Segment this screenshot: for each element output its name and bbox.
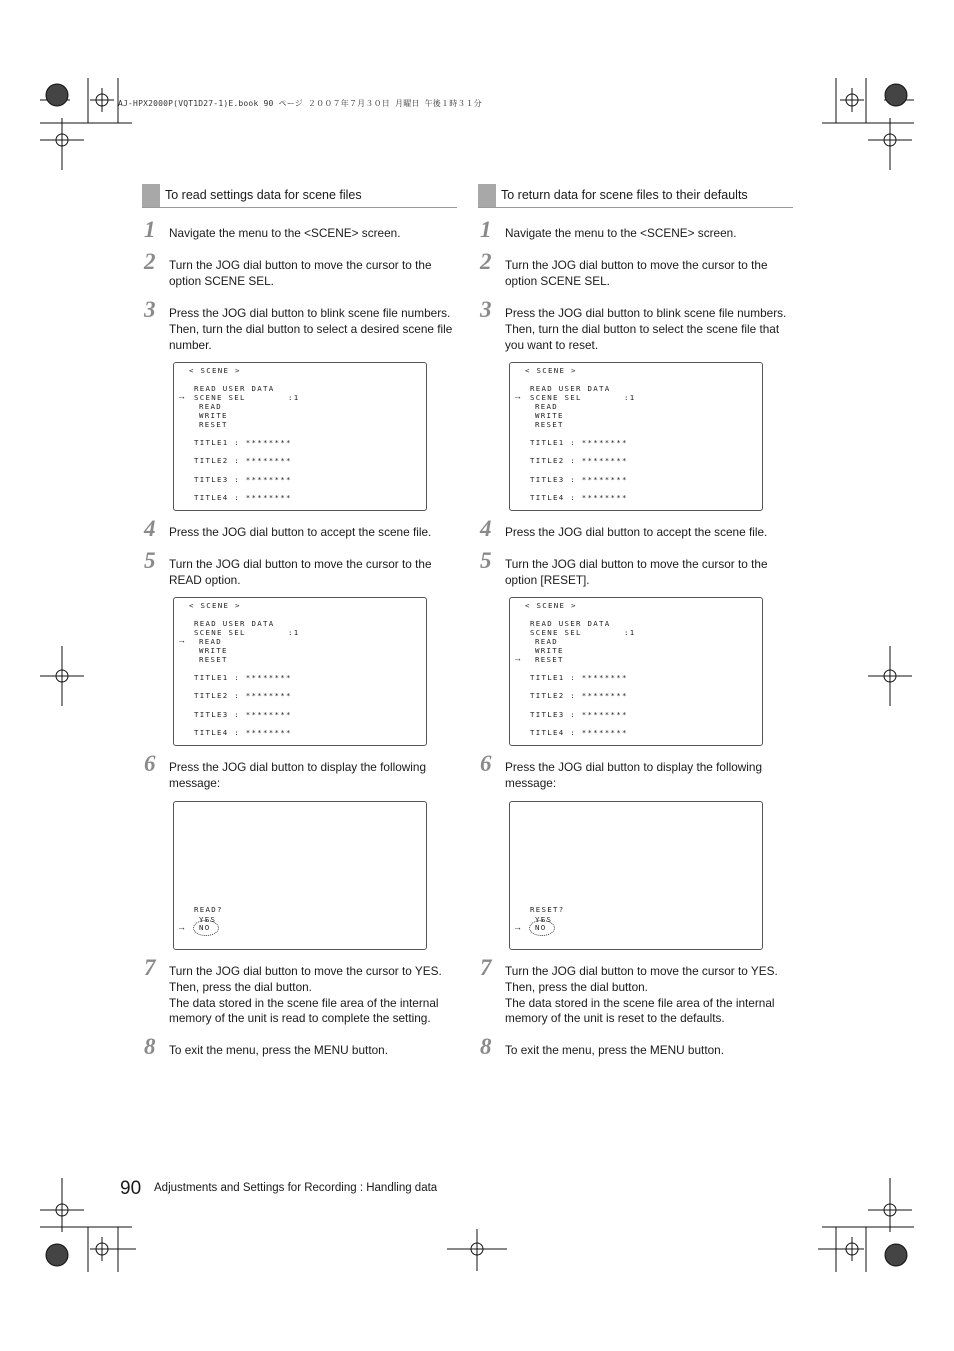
step-text: Press the JOG dial button to accept the scene file.	[169, 525, 432, 539]
screen-scene-sel: SCENE SEL	[530, 628, 582, 637]
screen-title: < SCENE >	[525, 366, 577, 375]
screen-title: < SCENE >	[525, 601, 577, 610]
step-text: Turn the JOG dial button to move the cursor to the READ option.	[169, 557, 432, 587]
screen-group: READ USER DATA	[194, 384, 275, 393]
section-heading	[478, 184, 793, 208]
left-column	[142, 0, 458, 1351]
heading-text: To read settings data for scene files	[165, 188, 362, 202]
step-text: Press the JOG dial button to display the following message:	[505, 760, 763, 790]
step-number: 6	[480, 751, 492, 776]
screen-read: READ	[199, 637, 222, 646]
step-text: Press the JOG dial button to blink scene file numbers. Then, turn the dial button to select a desired scene file number.	[169, 306, 453, 352]
screen-group: READ USER DATA	[530, 384, 611, 393]
confirm-no: NO	[199, 923, 211, 932]
screen-write: WRITE	[199, 411, 228, 420]
step-number: 4	[480, 516, 492, 541]
screen-write: WRITE	[535, 411, 564, 420]
screen-title4: TITLE4 : ********	[194, 728, 292, 737]
screen-title1: TITLE1 : ********	[530, 673, 628, 682]
screen-title1: TITLE1 : ********	[194, 438, 292, 447]
confirm-yes: YES	[535, 915, 553, 924]
confirm-question: RESET?	[530, 905, 565, 914]
heading-bar	[142, 184, 160, 207]
step-number: 5	[480, 548, 492, 573]
menu-screen-reset	[509, 597, 763, 746]
step-number: 3	[480, 297, 492, 322]
screen-title1: TITLE1 : ********	[530, 438, 628, 447]
cursor-arrow: →	[177, 922, 186, 932]
screen-title2: TITLE2 : ********	[530, 456, 628, 465]
step-number: 1	[480, 217, 492, 242]
confirm-question: READ?	[194, 905, 223, 914]
step-number: 2	[144, 249, 156, 274]
screen-read: READ	[535, 637, 558, 646]
step-text: Turn the JOG dial button to move the cursor to the option SCENE SEL.	[505, 258, 768, 288]
screen-reset: RESET	[535, 420, 564, 429]
screen-read: READ	[199, 402, 222, 411]
step-text: Navigate the menu to the <SCENE> screen.	[505, 226, 737, 240]
screen-scene-value: :1	[288, 393, 300, 402]
heading-text: To return data for scene files to their defaults	[501, 188, 748, 202]
step-text: Press the JOG dial button to display the following message:	[169, 760, 427, 790]
screen-read: READ	[535, 402, 558, 411]
screen-scene-sel: SCENE SEL	[194, 393, 246, 402]
screen-write: WRITE	[199, 646, 228, 655]
menu-screen-scene-sel	[173, 362, 427, 511]
screen-write: WRITE	[535, 646, 564, 655]
cursor-arrow: →	[513, 653, 522, 663]
screen-title2: TITLE2 : ********	[194, 456, 292, 465]
step-text: Press the JOG dial button to blink scene file numbers. Then, turn the dial button to select the scene file that you want to reset.	[505, 306, 787, 352]
screen-reset: RESET	[199, 655, 228, 664]
step-text: Press the JOG dial button to accept the scene file.	[505, 525, 768, 539]
screen-title3: TITLE3 : ********	[530, 475, 628, 484]
step-text: Turn the JOG dial button to move the cursor to YES. Then, press the dial button. The data stored in the scene file area of the internal memory of the unit is reset to the defaults.	[505, 964, 778, 1026]
step-number: 5	[144, 548, 156, 573]
screen-title3: TITLE3 : ********	[194, 710, 292, 719]
screen-scene-sel: SCENE SEL	[530, 393, 582, 402]
screen-title4: TITLE4 : ********	[530, 493, 628, 502]
step-number: 8	[144, 1034, 156, 1059]
screen-scene-value: :1	[624, 393, 636, 402]
screen-reset: RESET	[199, 420, 228, 429]
cursor-arrow: →	[513, 391, 522, 401]
confirm-no: NO	[535, 923, 547, 932]
screen-reset: RESET	[535, 655, 564, 664]
menu-screen-scene-sel	[509, 362, 763, 511]
section-heading	[142, 184, 457, 208]
step-text: To exit the menu, press the MENU button.	[505, 1043, 725, 1057]
cursor-arrow: →	[177, 635, 186, 645]
footer-text: Adjustments and Settings for Recording : Handling data	[154, 1182, 438, 1194]
screen-title: < SCENE >	[189, 601, 241, 610]
screen-title2: TITLE2 : ********	[530, 691, 628, 700]
screen-scene-value: :1	[288, 628, 300, 637]
step-text: Navigate the menu to the <SCENE> screen.	[169, 226, 401, 240]
screen-title: < SCENE >	[189, 366, 241, 375]
menu-screen-read	[173, 597, 427, 746]
screen-title3: TITLE3 : ********	[530, 710, 628, 719]
screen-group: READ USER DATA	[530, 619, 611, 628]
cursor-arrow: →	[513, 922, 522, 932]
step-number: 2	[480, 249, 492, 274]
right-column	[478, 0, 794, 1351]
step-number: 7	[144, 955, 156, 980]
confirm-screen	[173, 801, 427, 950]
step-number: 8	[480, 1034, 492, 1059]
screen-title3: TITLE3 : ********	[194, 475, 292, 484]
step-text: To exit the menu, press the MENU button.	[169, 1043, 389, 1057]
screen-scene-value: :1	[624, 628, 636, 637]
step-number: 1	[144, 217, 156, 242]
confirm-screen	[509, 801, 763, 950]
page-number: 90	[120, 1178, 142, 1199]
screen-title1: TITLE1 : ********	[194, 673, 292, 682]
screen-scene-sel: SCENE SEL	[194, 628, 246, 637]
step-number: 6	[144, 751, 156, 776]
confirm-yes: YES	[199, 915, 217, 924]
screen-title4: TITLE4 : ********	[530, 728, 628, 737]
step-number: 7	[480, 955, 492, 980]
screen-group: READ USER DATA	[194, 619, 275, 628]
screen-title2: TITLE2 : ********	[194, 691, 292, 700]
screen-title4: TITLE4 : ********	[194, 493, 292, 502]
step-number: 3	[144, 297, 156, 322]
step-text: Turn the JOG dial button to move the cursor to YES. Then, press the dial button. The data stored in the scene file area of the internal memory of the unit is read to complete the setting.	[169, 964, 442, 1026]
print-header: AJ-HPX2000P(VQT1D27-1)E.book 90 ページ ２００７年７月３０日 月曜日 午後１時３１分	[118, 99, 483, 108]
heading-bar	[478, 184, 496, 207]
step-text: Turn the JOG dial button to move the cursor to the option SCENE SEL.	[169, 258, 432, 288]
cursor-arrow: →	[177, 391, 186, 401]
step-number: 4	[144, 516, 156, 541]
step-text: Turn the JOG dial button to move the cursor to the option [RESET].	[505, 557, 768, 587]
